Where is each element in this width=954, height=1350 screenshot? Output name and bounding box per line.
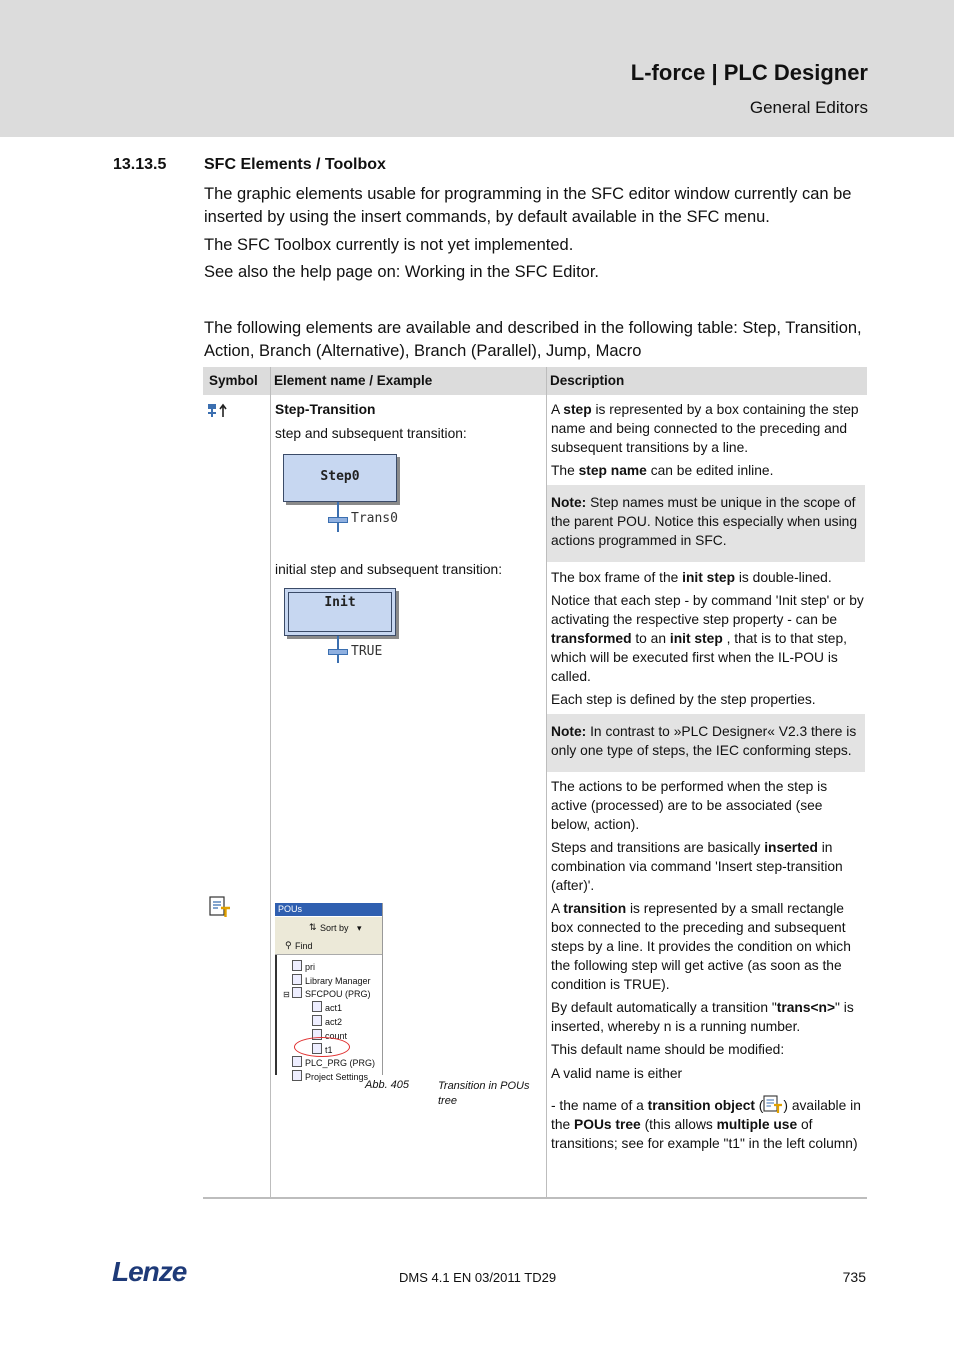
desc-transition-object: - the name of a transition object ( ) available in the POUs tree (this allows multiple use of transitions; see for example "t1" in the left column) xyxy=(551,1095,864,1153)
step-caption: step and subsequent transition: xyxy=(275,426,467,441)
pou-icon xyxy=(292,1056,302,1067)
sfc-transition-label: Trans0 xyxy=(351,511,398,526)
section-title: SFC Elements / Toolbox xyxy=(204,156,386,173)
sfc-init-step-box xyxy=(284,588,396,636)
settings-icon xyxy=(292,1070,302,1081)
pous-title: POUs xyxy=(278,904,303,914)
desc-init-frame: The box frame of the init step is double-lined. xyxy=(551,570,832,585)
expand-icon[interactable]: ⊟ xyxy=(283,990,292,999)
sort-icon[interactable]: ⇅ xyxy=(309,922,317,932)
sfc-init-name: Init xyxy=(324,595,356,610)
figure-caption: Transition in POUs tree xyxy=(438,1080,530,1107)
tree-border xyxy=(275,955,277,1075)
transition-object-icon xyxy=(209,896,231,918)
desc-step-name: The step name can be edited inline. xyxy=(551,463,774,478)
desc-step: A step is represented by a box containing the step name and being connected to the preceding and subsequent transitions by a line. xyxy=(551,402,859,455)
sfc-step-box xyxy=(283,454,397,502)
desc-init-step: Notice that each step - by command 'Init step' or by activating the respective step property - can be transformed to an init step , that is to that step, which will be executed first when the IL-POU is called. xyxy=(551,593,864,684)
sfc-init-transition-label: TRUE xyxy=(351,644,383,659)
page-number: 735 xyxy=(842,1269,866,1285)
action-icon xyxy=(312,1001,322,1012)
tree-item[interactable]: PLC_PRG (PRG) xyxy=(292,1056,375,1068)
tree-item[interactable]: ⊟ SFCPOU (PRG) xyxy=(283,989,371,999)
desc-actions: The actions to be performed when the step is active (processed) are to be associated (see below, action). xyxy=(551,779,828,832)
intro-paragraph-2: The SFC Toolbox currently is not yet implemented. xyxy=(204,236,574,254)
pous-tree-screenshot xyxy=(275,903,383,1082)
sort-by-button[interactable]: Sort by xyxy=(320,923,349,933)
desc-transition: A transition is represented by a small rectangle box connected to the preceding and subsequent steps by a line. It provides the condition on which the following step will get active (as soon as the condition is TRUE). xyxy=(551,901,851,992)
column-divider xyxy=(270,367,271,1197)
header-symbol: Symbol xyxy=(209,373,258,388)
note-step-names: Note: Step names must be unique in the scope of the parent POU. Notice this especially when using actions programmed in SFC. xyxy=(551,495,857,548)
intro-paragraph-3: See also the help page on: Working in the SFC Editor. xyxy=(204,263,600,281)
intro-paragraph-1: The graphic elements usable for programming in the SFC editor window currently can be inserted by using the insert commands, by default available in the SFC menu. xyxy=(204,185,852,226)
desc-default-name: By default automatically a transition "trans<n>" is inserted, whereby n is a running number. xyxy=(551,1000,854,1034)
library-icon xyxy=(292,974,302,985)
transition-object-icon xyxy=(763,1095,783,1113)
project-icon xyxy=(292,960,302,971)
table-header xyxy=(203,367,867,395)
pous-titlebar xyxy=(275,903,382,916)
chevron-down-icon[interactable]: ▾ xyxy=(357,923,362,933)
header-title: L-force | PLC Designer xyxy=(630,60,868,85)
find-button[interactable]: Find xyxy=(295,941,313,951)
action-icon xyxy=(312,1015,322,1026)
note-step-types: Note: In contrast to »PLC Designer« V2.3 there is only one type of steps, the IEC conforming steps. xyxy=(551,724,857,758)
sfc-step-name: Step0 xyxy=(320,469,360,484)
desc-valid-name: A valid name is either xyxy=(551,1066,683,1081)
intro-paragraph-4: The following elements are available and described in the following table: Step, Transition, Action, Branch (Alternative), Branch (Parallel), Jump, Macro xyxy=(204,319,862,360)
init-caption: initial step and subsequent transition: xyxy=(275,562,503,577)
tree-item[interactable]: act1 xyxy=(312,1001,342,1013)
highlight-circle xyxy=(294,1037,350,1057)
pous-toolbar xyxy=(275,917,382,955)
sfc-connector xyxy=(337,523,339,532)
header-subtitle: General Editors xyxy=(749,98,868,117)
pou-icon xyxy=(292,987,302,998)
desc-step-properties: Each step is defined by the step properties. xyxy=(551,692,816,707)
find-icon: ⚲ xyxy=(285,940,292,950)
tree-item[interactable]: Project Settings xyxy=(292,1070,368,1082)
tree-item[interactable]: Library Manager xyxy=(292,974,371,986)
document-id: DMS 4.1 EN 03/2011 TD29 xyxy=(399,1270,557,1285)
step-transition-icon xyxy=(207,403,229,419)
tree-item[interactable]: act2 xyxy=(312,1015,342,1027)
desc-insert: Steps and transitions are basically inserted in combination via command 'Insert step-transition (after)'. xyxy=(551,840,843,893)
desc-modify: This default name should be modified: xyxy=(551,1042,785,1057)
table-bottom-rule xyxy=(203,1197,867,1199)
lenze-logo: Lenze xyxy=(112,1256,187,1287)
sfc-connector xyxy=(337,655,339,663)
element-name: Step-Transition xyxy=(275,402,376,417)
header-element: Element name / Example xyxy=(274,373,433,388)
tree-item[interactable]: count xyxy=(312,1029,347,1041)
section-number: 13.13.5 xyxy=(113,156,167,173)
figure-number: Abb. 405 xyxy=(365,1079,410,1091)
header-description: Description xyxy=(550,373,625,388)
tree-item[interactable]: pri xyxy=(292,960,315,972)
tree-item-t1[interactable]: t1 xyxy=(312,1043,333,1055)
